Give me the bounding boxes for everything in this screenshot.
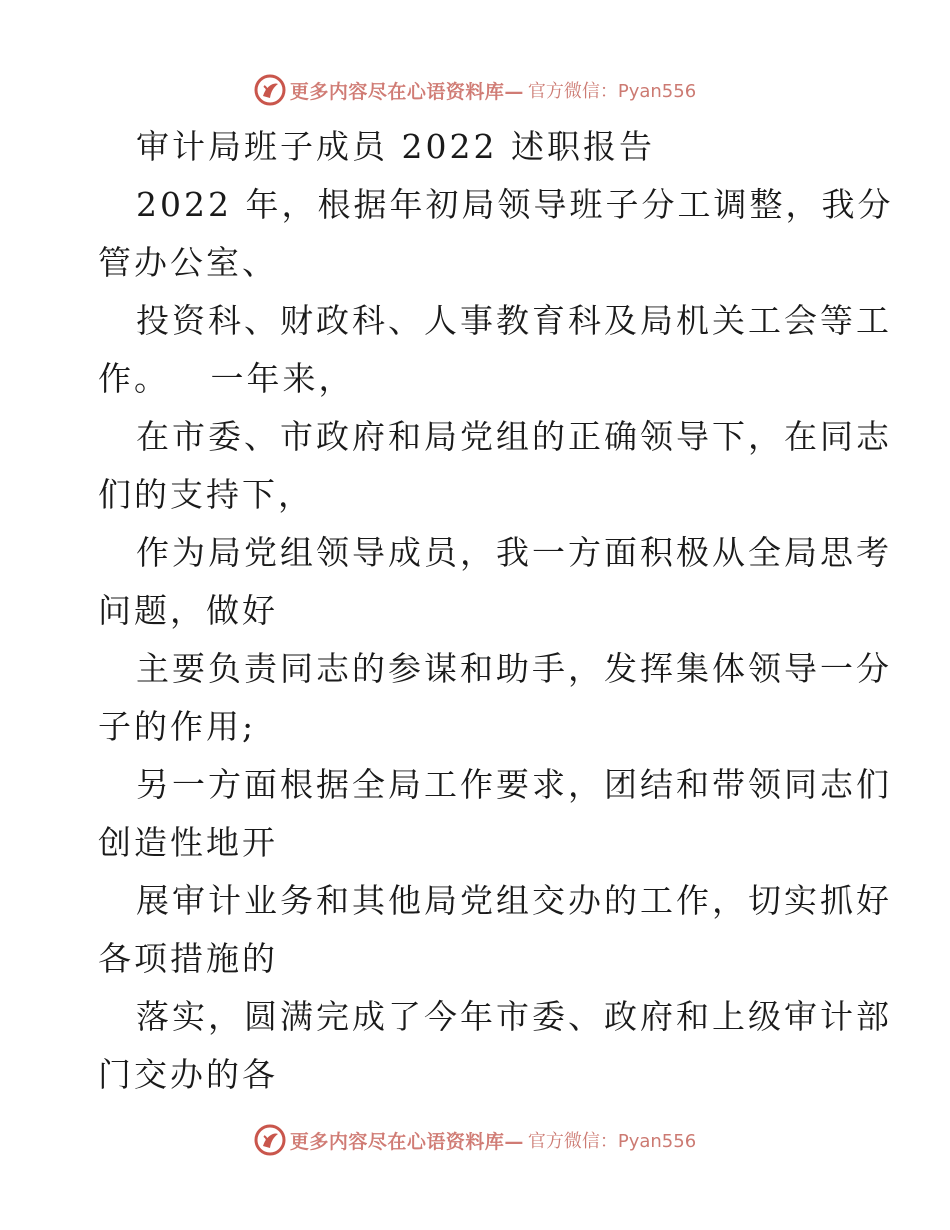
paragraph-line: 2022 年，根据年初局领导班子分工调整，我分 [136, 185, 894, 224]
paragraph-line: 主要负责同志的参谋和助手，发挥集体领导一分 [136, 649, 892, 688]
document-title: 审计局班子成员 2022 述职报告 [136, 127, 655, 166]
watermark-text: 更多内容尽在心语资料库— [289, 80, 524, 103]
document-body [98, 118, 894, 1104]
paragraph-line: 投资科、财政科、人事教育科及局机关工会等工 [136, 301, 892, 340]
watermark-wechat: 官方微信：Pyan556 [527, 81, 697, 102]
footer-watermark-banner [0, 1120, 950, 1160]
paragraph-line: 管办公室、 [98, 243, 278, 282]
paragraph-line: 创造性地开 [98, 823, 278, 862]
paragraph-line: 展审计业务和其他局党组交办的工作，切实抓好 [136, 881, 892, 920]
watermark-wechat: 官方微信：Pyan556 [527, 1131, 697, 1152]
paragraph-line: 作。 一年来， [98, 359, 355, 398]
flower-logo-icon [254, 74, 286, 106]
paragraph-line: 在市委、市政府和局党组的正确领导下，在同志 [136, 417, 892, 456]
paragraph-line: 另一方面根据全局工作要求，团结和带领同志们 [136, 765, 892, 804]
paragraph-line: 门交办的各 [98, 1055, 278, 1094]
watermark-text: 更多内容尽在心语资料库— [289, 1130, 524, 1153]
paragraph-line: 子的作用; [98, 707, 257, 746]
paragraph-line: 落实，圆满完成了今年市委、政府和上级审计部 [136, 997, 892, 1036]
paragraph-line: 作为局党组领导成员，我一方面积极从全局思考 [136, 533, 892, 572]
paragraph-line: 问题，做好 [98, 591, 278, 630]
paragraph-line: 们的支持下， [98, 475, 314, 514]
paragraph-line: 各项措施的 [98, 939, 278, 978]
flower-logo-icon [254, 1124, 286, 1156]
header-watermark-banner [0, 70, 950, 110]
